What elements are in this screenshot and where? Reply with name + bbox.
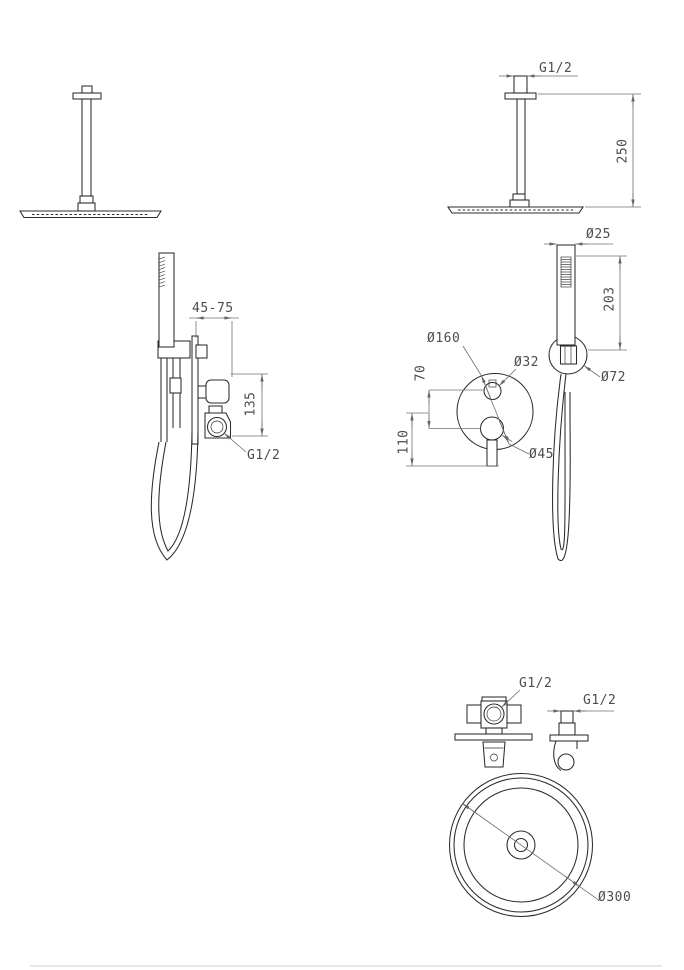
dim-label-diverter-dia-32: Ø32 <box>514 355 539 370</box>
dim-label-bracket-dia-72: Ø72 <box>601 370 626 385</box>
mixer-body-side <box>206 380 229 403</box>
clip-holder <box>483 742 505 767</box>
hand-shower-wand-front <box>557 245 575 345</box>
dim-label-head-dia-300: Ø300 <box>598 890 632 905</box>
dim-label-outlet-thread: G1/2 <box>247 448 281 463</box>
escutcheon-edge <box>455 734 532 740</box>
dim-label-diverter-offset-70: 70 <box>413 364 429 382</box>
ceiling-shower-side-view <box>20 86 161 218</box>
dim-label-handle-dia-45: Ø45 <box>529 447 554 462</box>
handle-circle <box>481 417 504 440</box>
diverter-circle <box>484 383 501 400</box>
hose-front-outer <box>553 374 571 561</box>
dim-label-plate-dia-160: Ø160 <box>427 331 461 346</box>
wall-supply-side-view <box>547 711 614 771</box>
left-wing <box>467 705 481 723</box>
escutcheon-edge-side <box>550 735 588 741</box>
hand-shower-wand-side <box>159 253 174 347</box>
dim-label-supply-thread-side: G1/2 <box>583 693 617 708</box>
dim-label-handle-offset-110: 110 <box>396 429 412 455</box>
dim-label-rough-in-45-75: 45-75 <box>192 301 234 316</box>
dim-label-body-height-135: 135 <box>243 391 259 417</box>
dim-label-wand-dia-25: Ø25 <box>586 227 611 242</box>
right-wing <box>507 705 521 723</box>
dim-label-arm-height-250: 250 <box>615 138 631 164</box>
hook-ring <box>558 754 574 770</box>
wall-supply-front-view <box>455 690 532 767</box>
trim-plate-circle <box>457 374 533 450</box>
dim-label-supply-thread-front: G1/2 <box>519 676 553 691</box>
ceiling-shower-dimensioned-view <box>448 76 641 213</box>
hose-inner <box>159 432 192 551</box>
dim-label-thread-top: G1/2 <box>539 61 573 76</box>
handle-stem <box>487 440 497 466</box>
hose-front-inner <box>558 374 566 550</box>
dim-label-wand-length-203: 203 <box>602 286 618 312</box>
shower-head-top-view <box>450 774 600 917</box>
